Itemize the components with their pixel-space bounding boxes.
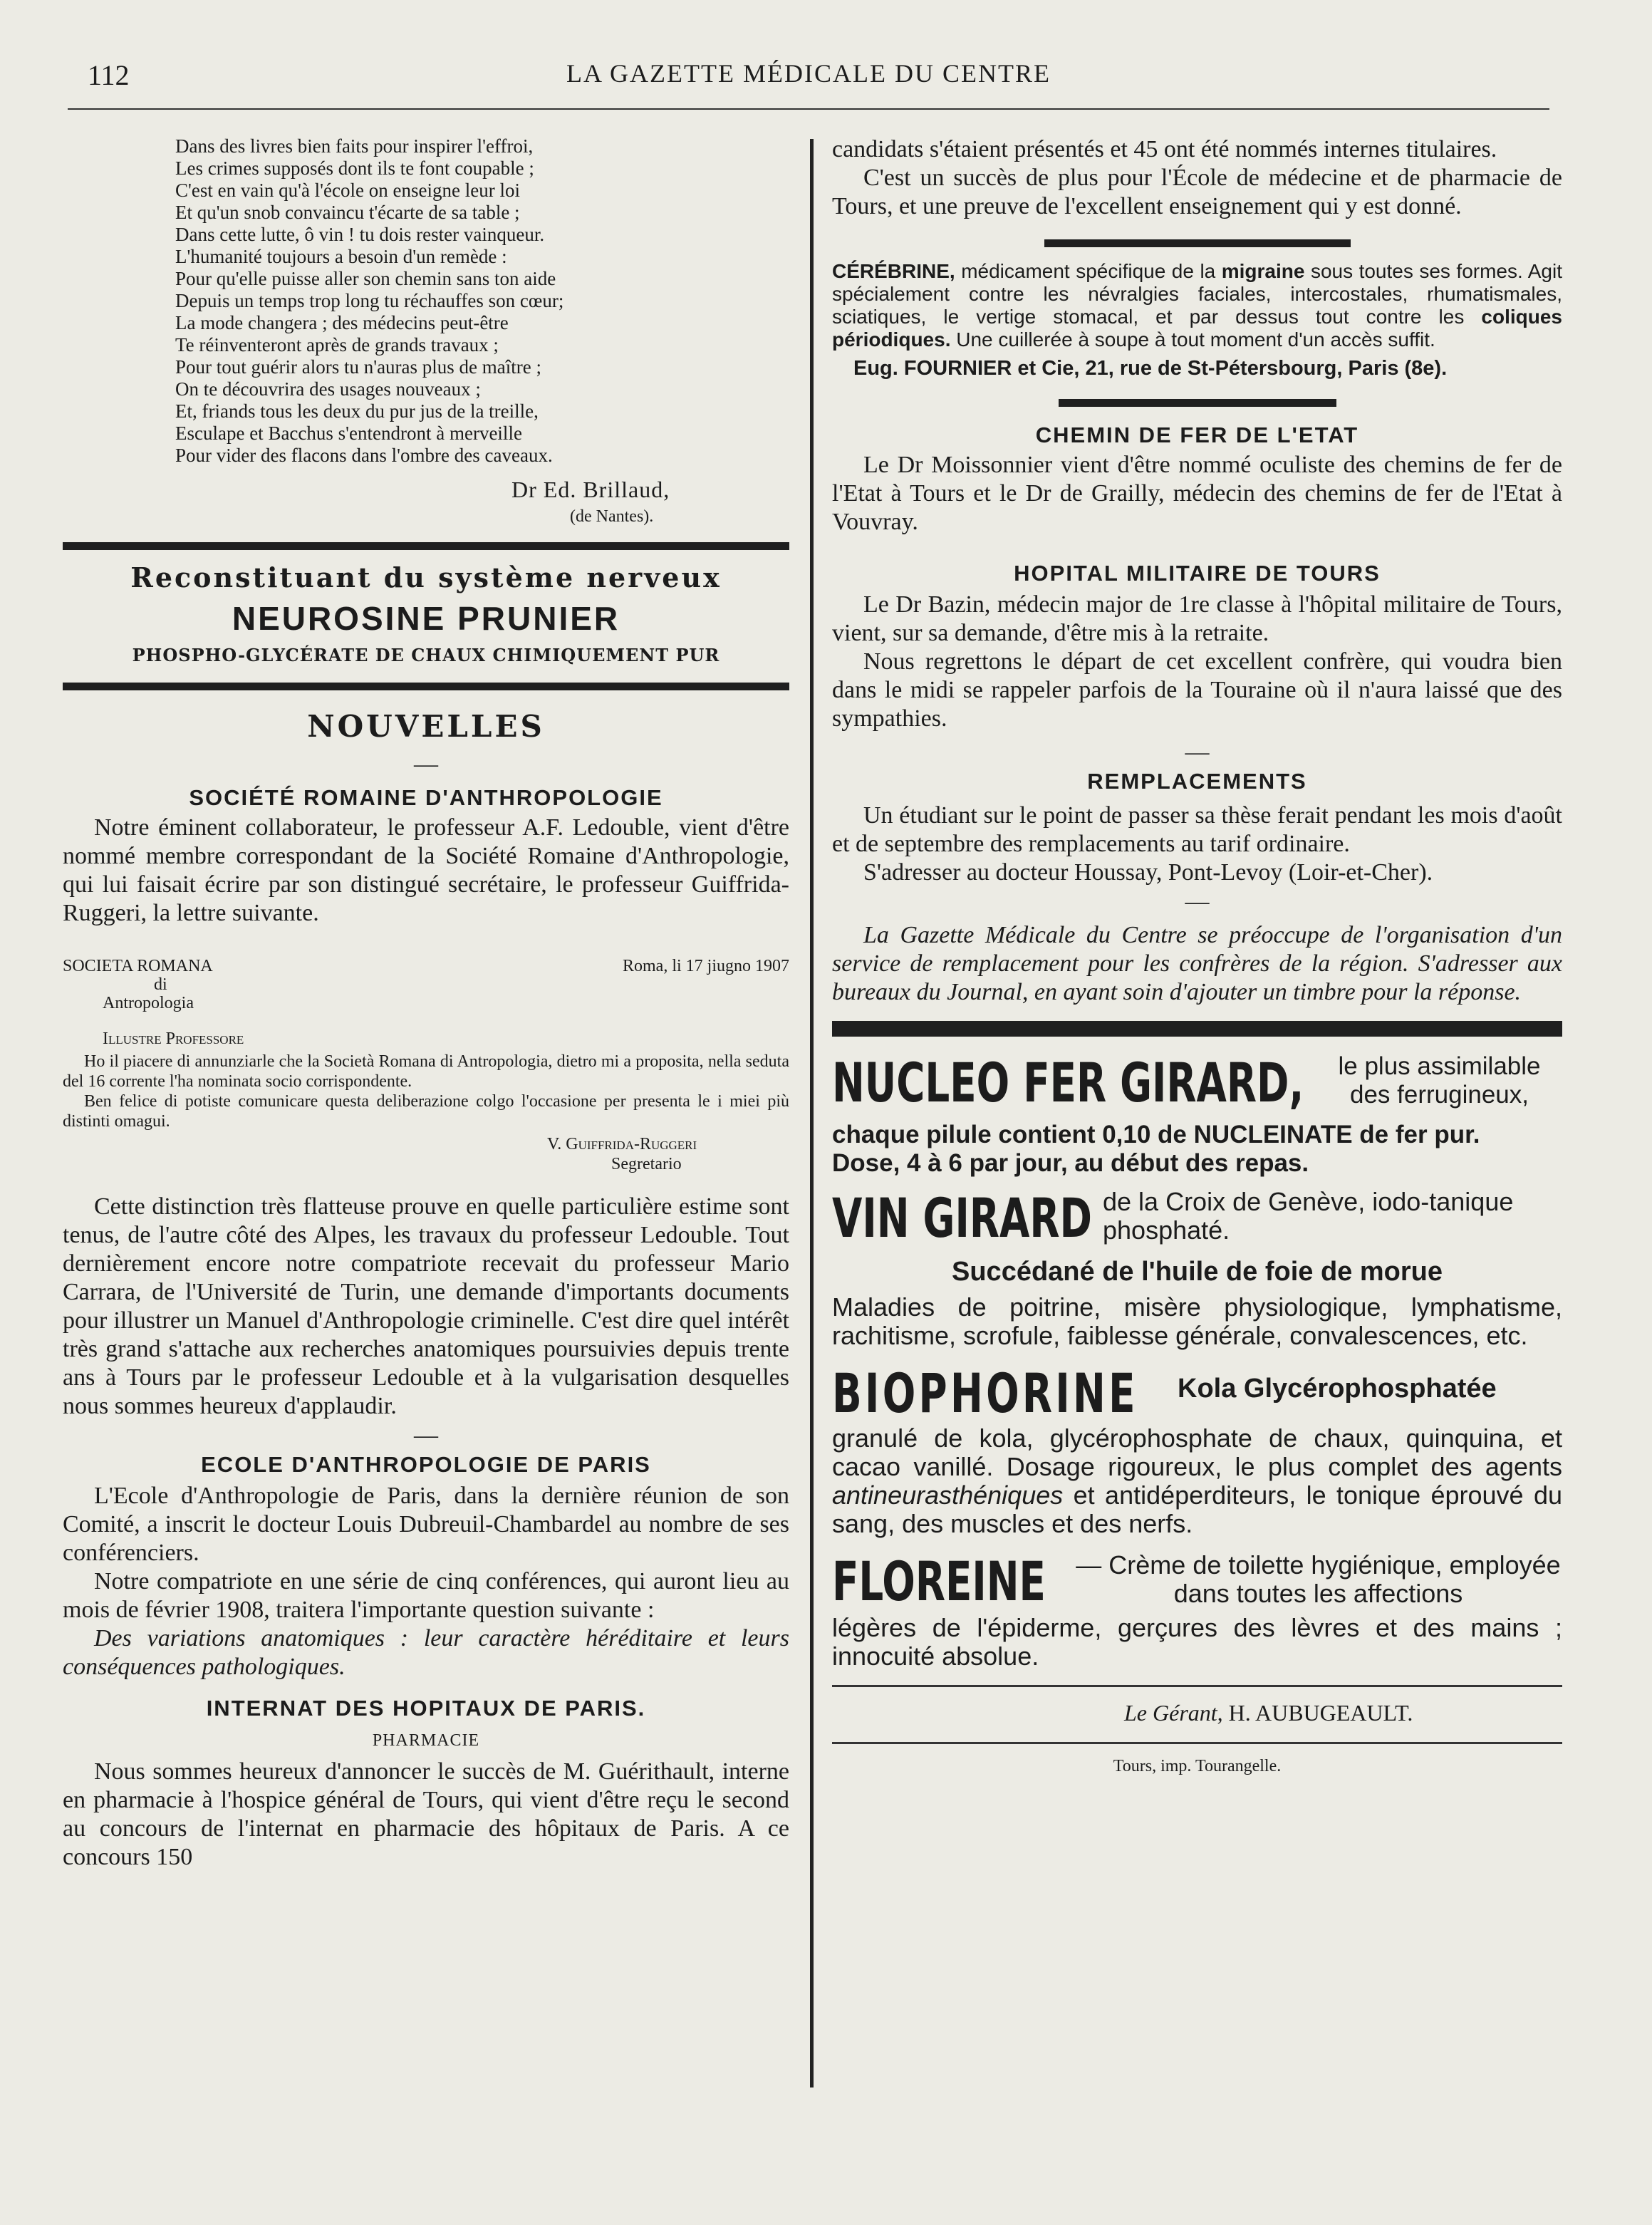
ad-cerebrine-text: médicament spécifique de la xyxy=(961,260,1216,282)
poem-signature: Dr Ed. Brillaud, xyxy=(511,477,670,502)
remplacements-notice: La Gazette Médicale du Centre se préoccupe de l'organisation d'un service de remplacement pour les confrères de la région. S'adresser aux bureaux du Journal, en ayant soin d'ajouter un timbre pour la réponse. xyxy=(832,922,1562,1005)
ad-neurosine-line3: PHOSPHO-GLYCÉRATE DE CHAUX CHIMIQUEMENT PUR xyxy=(132,645,720,665)
poem-line: Depuis un temps trop long tu réchauffes son cœur; xyxy=(175,290,564,311)
letter-date: Roma, li 17 jiugno 1907 xyxy=(623,957,789,975)
poem-line: Et qu'un snob convaincu t'écarte de sa table ; xyxy=(175,202,520,223)
ecole-title: ECOLE D'ANTHROPOLOGIE DE PARIS xyxy=(201,1452,651,1477)
poem-line: La mode changera ; des médecins peut-être xyxy=(175,312,509,333)
ad-floreine-brand: FLOREINE xyxy=(832,1550,1046,1613)
ad-nucleo-line: chaque pilule contient 0,10 de NUCLEINATE de fer pur. xyxy=(832,1121,1480,1148)
letter-signer: V. Guiffrida-Ruggeri xyxy=(547,1135,697,1153)
ad-biophorine-brand: BIOPHORINE xyxy=(832,1362,1138,1425)
ad-nucleo-side: le plus assimilable des ferrugineux, xyxy=(1338,1052,1541,1109)
poem-line: Et, friands tous les deux du pur jus de la treille, xyxy=(175,400,539,422)
internat-paragraph: Nous sommes heureux d'annoncer le succès de M. Guérithault, interne en pharmacie à l'hospice général de Tours, qui vient d'être reçu le second au concours de l'internat en pharmacie des hôpitaux de Paris. A ce concours 150 xyxy=(63,1758,789,1870)
right-column xyxy=(832,135,1562,1776)
poem-line: Te réinventeront après de grands travaux ; xyxy=(175,334,499,356)
remplacements-paragraph xyxy=(832,921,1562,1007)
ecole-paragraph: Notre compatriote en une série de cinq conférences, qui auront lieu au mois de février 1908, traitera l'importante question suivante : xyxy=(63,1568,789,1623)
ad-cerebrine-bold: migraine xyxy=(1221,260,1305,282)
ad-cerebrine-name: CÉRÉBRINE, xyxy=(832,260,955,282)
hopital-paragraph: Nous regrettons le départ de cet excellent confrère, qui voudra bien dans le midi se rappeler parfois de la Touraine où il n'aura laissé que des sympathies. xyxy=(832,648,1562,732)
ad-nucleo-brand: NUCLEO FER GIRARD, xyxy=(832,1051,1304,1114)
ad-vin-side: de la Croix de Genève, iodo-tanique phosphaté. xyxy=(1103,1187,1514,1245)
ad-neurosine-line1: Reconstituant du système nerveux xyxy=(130,561,722,593)
ad-floreine xyxy=(832,1551,1562,1614)
ecole-lecture-topic: Des variations anatomiques : leur caractère héréditaire et leurs conséquences pathologiques. xyxy=(63,1625,789,1680)
poem-line: Dans cette lutte, ô vin ! tu dois rester vainqueur. xyxy=(175,224,545,245)
ad-cerebrine-text: Une cuillerée à soupe à tout moment d'un accès suffit. xyxy=(956,328,1435,351)
gerant-label: Le Gérant, xyxy=(1124,1700,1223,1726)
separator-dash: — xyxy=(414,1422,438,1448)
remplacements-paragraph: Un étudiant sur le point de passer sa thèse ferait pendant les mois d'août et de septembre des remplacements au tarif ordinaire. xyxy=(832,802,1562,857)
poem-signature-place: (de Nantes). xyxy=(570,507,654,526)
poem-line: Pour vider des flacons dans l'ombre des caveaux. xyxy=(175,445,553,466)
column-divider xyxy=(810,139,814,2087)
poem xyxy=(175,135,789,467)
ad-cerebrine-text: sous toutes ses formes. Agit spécialement contre les névralgies faciales, intercostales, rhumatismales, sciatiques, le vertige stomacal, et par dessus tout contre les xyxy=(832,260,1562,328)
ad-vin-subtitle: Succédané de l'huile de foie de morue xyxy=(952,1257,1443,1287)
letter-org-name: Antropologia xyxy=(103,994,194,1012)
societe-paragraph: Notre éminent collaborateur, le professeur A.F. Ledouble, vient d'être nommé membre correspondant de la Société Romaine d'Anthropologie, qui lui faisait écrire par son distingué secrétaire, le professeur Guiffrida-Ruggeri, la lettre suivante. xyxy=(63,814,789,926)
rule xyxy=(832,1685,1562,1687)
ad-cerebrine-bold: coliques périodiques. xyxy=(832,306,1562,351)
gerant-name: H. AUBUGEAULT. xyxy=(1228,1700,1413,1726)
rule xyxy=(63,542,789,550)
hopital-title: HOPITAL MILITAIRE DE TOURS xyxy=(1014,561,1381,586)
poem-line: C'est en vain qu'à l'école on enseigne leur loi xyxy=(175,180,520,201)
header-rule xyxy=(68,108,1549,110)
ad-biophorine-desc: granulé de kola, glycérophosphate de chaux, quinquina, et cacao vanillé. Dosage rigoureux, le plus complet des agents xyxy=(832,1423,1562,1481)
separator-dash: — xyxy=(1185,888,1210,915)
hopital-paragraph: Le Dr Bazin, médecin major de 1re classe à l'hôpital militaire de Tours, vient, sur sa demande, d'être mis à la retraite. xyxy=(832,591,1562,646)
chemin-title: CHEMIN DE FER DE L'ETAT xyxy=(1035,422,1359,447)
letter-header xyxy=(63,956,789,1022)
ad-biophorine-text xyxy=(832,1424,1562,1538)
internat-subtitle: PHARMACIE xyxy=(372,1731,480,1750)
societe-title: SOCIÉTÉ ROMAINE D'ANTHROPOLOGIE xyxy=(189,785,663,810)
ad-vin-girard xyxy=(832,1188,1562,1252)
rule xyxy=(63,683,789,690)
poem-line: L'humanité toujours a besoin d'un remède : xyxy=(175,246,507,267)
left-column xyxy=(63,135,789,1872)
ad-floreine-side: — Crème de toilette hygiénique, employée dans toutes les affections xyxy=(1076,1550,1561,1608)
journal-title: LA GAZETTE MÉDICALE DU CENTRE xyxy=(566,59,1051,88)
internat-title: INTERNAT DES HOPITAUX DE PARIS. xyxy=(206,1696,646,1721)
ad-vin-brand: VIN GIRARD xyxy=(832,1186,1092,1250)
gerant-line xyxy=(1124,1700,1562,1726)
separator-dash: — xyxy=(414,751,438,777)
poem-line: Esculape et Bacchus s'entendront à merveille xyxy=(175,422,522,444)
ad-nucleo xyxy=(832,1052,1562,1121)
page-number: 112 xyxy=(88,59,130,91)
page-header xyxy=(68,58,1549,101)
poem-line: Pour qu'elle puisse aller son chemin sans ton aide xyxy=(175,268,556,289)
ad-nucleo-line: Dose, 4 à 6 par jour, au début des repas. xyxy=(832,1149,1309,1177)
ad-neurosine-name: NEUROSINE PRUNIER xyxy=(232,600,620,637)
ad-floreine-text: légères de l'épiderme, gerçures des lèvres et des mains ; innocuité absolue. xyxy=(832,1613,1562,1671)
ad-vin-text: Maladies de poitrine, misère physiologique, lymphatisme, rachitisme, scrofule, faiblesse générale, convalescences, etc. xyxy=(832,1292,1562,1350)
printer-line: Tours, imp. Tourangelle. xyxy=(1113,1757,1282,1775)
rule xyxy=(832,1742,1562,1744)
remplacements-title: REMPLACEMENTS xyxy=(1087,769,1307,794)
chemin-paragraph: Le Dr Moissonnier vient d'être nommé oculiste des chemins de fer de l'Etat à Tours et le Dr de Grailly, médecin des chemins de fer de l'Etat à Vouvray. xyxy=(832,452,1562,535)
letter-paragraph: Ben felice di potiste comunicare questa deliberazione colgo l'occasione per presenta le i miei più distinti omagui. xyxy=(63,1092,789,1131)
letter-paragraph: Ho il piacere di annunziarle che la Società Romana di Antropologia, dietro mi a proposita, nella seduta del 16 corrente l'ha nominata socio corrispondente. xyxy=(63,1052,789,1091)
internat-continued: candidats s'étaient présentés et 45 ont été nommés internes titulaires. xyxy=(832,136,1497,162)
rule xyxy=(1059,399,1336,407)
letter-salutation: Illustre Professore xyxy=(103,1029,244,1048)
ad-biophorine-desc: et antidéperditeurs, le tonique éprouvé du sang, des muscles et des nerfs. xyxy=(832,1480,1562,1538)
ad-cerebrine-address: Eug. FOURNIER et Cie, 21, rue de St-Pétersbourg, Paris (8e). xyxy=(853,357,1448,380)
ad-biophorine-side: Kola Glycérophosphatée xyxy=(1178,1374,1497,1404)
poem-line: On te découvrira des usages nouveaux ; xyxy=(175,378,481,400)
separator-dash: — xyxy=(1185,739,1210,765)
internat-paragraph: C'est un succès de plus pour l'École de médecine et de pharmacie de Tours, et une preuve de l'excellent enseignement qui y est donné. xyxy=(832,165,1562,219)
ad-biophorine-italic: antineurasthéniques xyxy=(832,1480,1064,1510)
rule xyxy=(1044,239,1351,247)
rule xyxy=(832,1021,1562,1037)
poem-line: Dans des livres bien faits pour inspirer l'effroi, xyxy=(175,135,534,157)
ad-biophorine xyxy=(832,1364,1562,1424)
poem-line: Les crimes supposés dont ils te font coupable ; xyxy=(175,157,534,179)
remplacements-paragraph: S'adresser au docteur Houssay, Pont-Levoy (Loir-et-Cher). xyxy=(863,859,1433,886)
letter-signer-role: Segretario xyxy=(611,1155,682,1173)
ad-cerebrine xyxy=(832,260,1562,351)
ecole-paragraph: L'Ecole d'Anthropologie de Paris, dans la dernière réunion de son Comité, a inscrit le docteur Louis Dubreuil-Chambardel au nombre de ses conférenciers. xyxy=(63,1483,789,1566)
poem-line: Pour tout guérir alors tu n'auras plus de maître ; xyxy=(175,356,542,378)
letter-org-di: di xyxy=(154,975,167,994)
letter-org: SOCIETA ROMANA xyxy=(63,957,213,975)
nouvelles-title: NOUVELLES xyxy=(307,709,545,744)
societe-paragraph: Cette distinction très flatteuse prouve en quelle particulière estime sont tenus, de l'autre côté des Alpes, les travaux du professeur Ledouble. Tout dernièrement encore notre compatriote recevait du professeur Mario Carrara, de l'Université de Turin, une demande d'importants documents pour illustrer un Manuel d'Anthropologie criminelle. C'est dire quel intérêt très grand s'attache aux recherches anatomiques poursuivies depuis trente ans à Tours par le professeur Ledouble et à la vulgarisation desquelles nous sommes heureux d'applaudir. xyxy=(63,1193,789,1419)
